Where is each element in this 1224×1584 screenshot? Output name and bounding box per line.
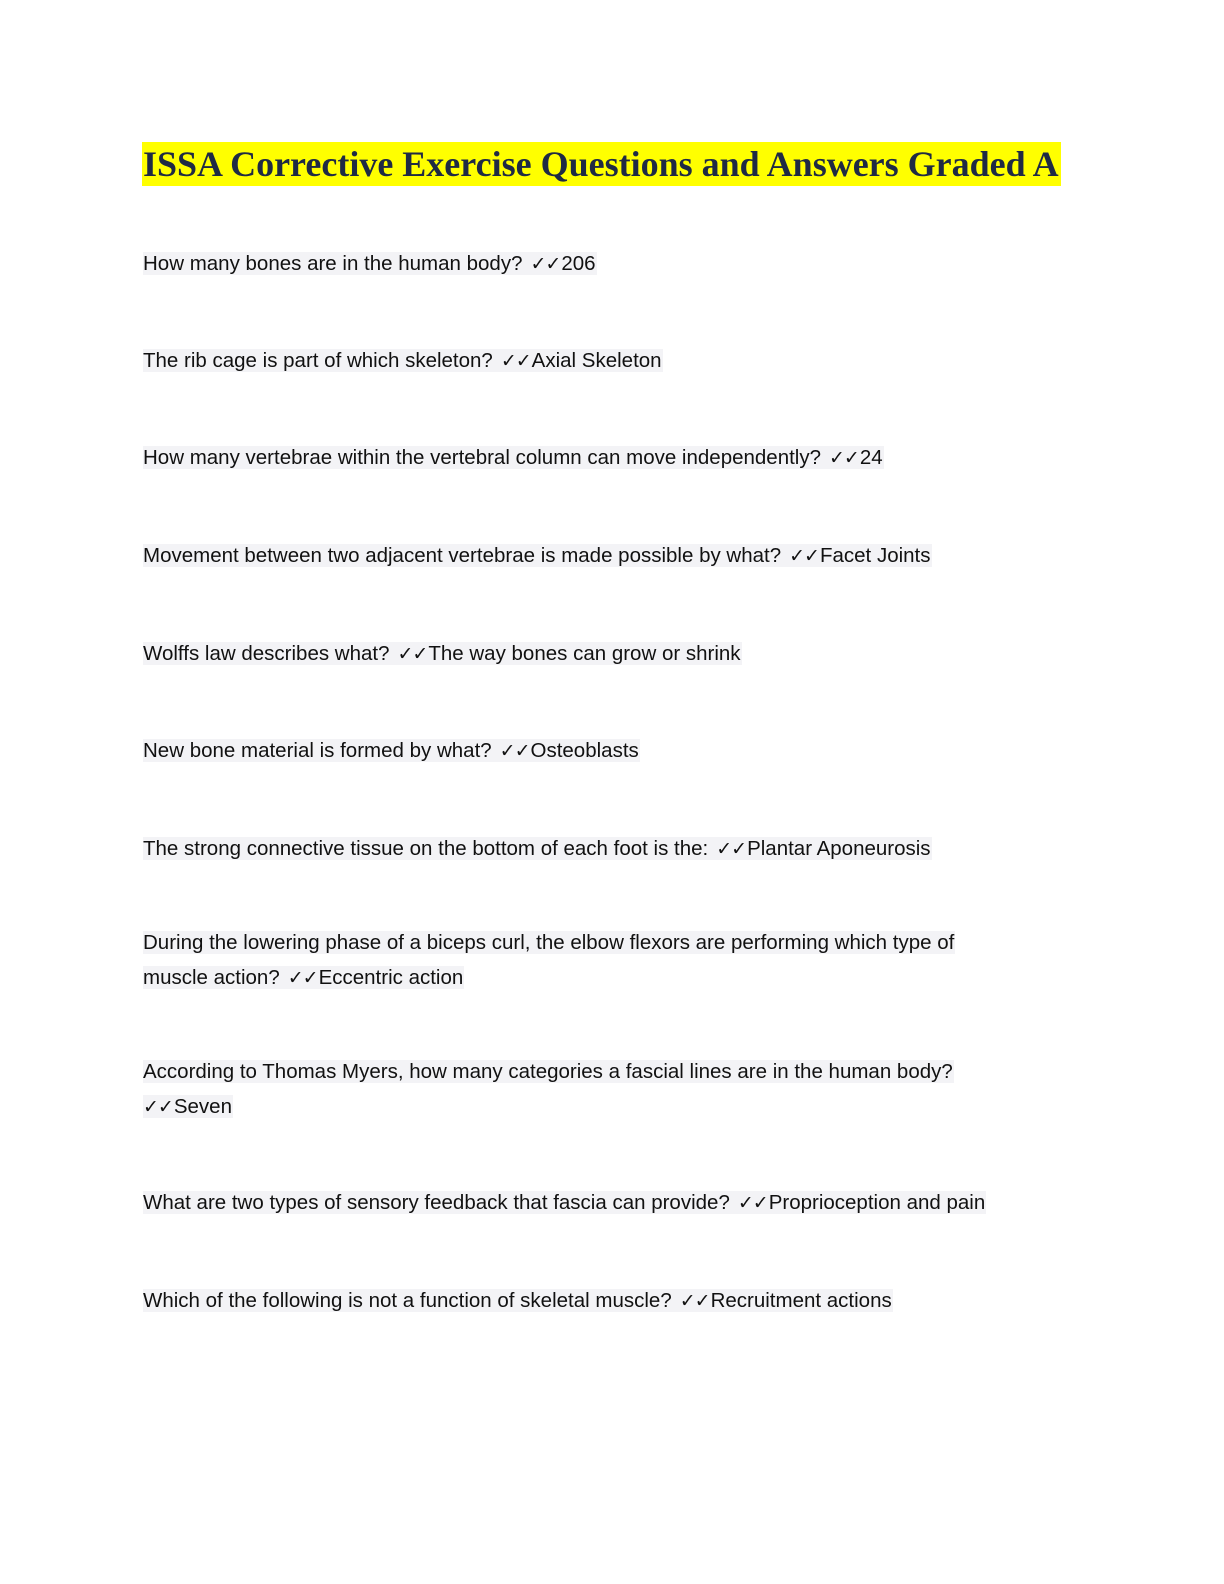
- answer-text: Recruitment actions: [710, 1289, 892, 1312]
- answer-text: Osteoblasts: [530, 739, 639, 762]
- double-check-icon: ✓✓: [499, 740, 530, 762]
- question-text: Which of the following is not a function of skeletal muscle?: [143, 1289, 672, 1312]
- qa-item-9: [143, 1055, 1023, 1124]
- answer-text: Seven: [173, 1094, 232, 1118]
- double-check-icon: ✓✓: [143, 1095, 173, 1118]
- qa-item-4: [143, 539, 932, 574]
- question-text: Movement between two adjacent vertebrae is made possible by what?: [143, 544, 782, 567]
- question-text: How many bones are in the human body?: [143, 252, 523, 275]
- question-text: Wolffs law describes what?: [143, 642, 390, 665]
- qa-item-10: [143, 1186, 986, 1221]
- qa-item-3: [143, 441, 884, 476]
- qa-item-11: [143, 1284, 893, 1319]
- document-title: ISSA Corrective Exercise Questions and Answers Graded A: [143, 144, 1059, 184]
- qa-item-1: [143, 247, 597, 282]
- answer-text: 206: [561, 252, 596, 275]
- qa-item-6: [143, 734, 640, 769]
- question-text: According to Thomas Myers, how many categories a fascial lines are in the human body?: [143, 1060, 953, 1083]
- double-check-icon: ✓✓: [530, 253, 561, 275]
- question-text: The rib cage is part of which skeleton?: [143, 349, 493, 372]
- question-text: The strong connective tissue on the bottom of each foot is the:: [143, 837, 709, 860]
- answer-text: Eccentric action: [318, 965, 464, 989]
- double-check-icon: ✓✓: [500, 350, 531, 372]
- answer-text: Proprioception and pain: [768, 1191, 986, 1214]
- double-check-icon: ✓✓: [737, 1192, 768, 1214]
- question-text: New bone material is formed by what?: [143, 739, 492, 762]
- answer-text: Plantar Aponeurosis: [747, 837, 931, 860]
- question-text: What are two types of sensory feedback that fascia can provide?: [143, 1191, 730, 1214]
- answer-text: Axial Skeleton: [531, 349, 662, 372]
- double-check-icon: ✓✓: [829, 447, 859, 469]
- double-check-icon: ✓✓: [789, 545, 819, 567]
- answer-text: The way bones can grow or shrink: [428, 642, 741, 665]
- qa-item-8: [143, 926, 1023, 995]
- answer-text: Facet Joints: [819, 544, 931, 567]
- double-check-icon: ✓✓: [287, 966, 318, 989]
- qa-item-7: [143, 832, 932, 867]
- qa-item-2: [143, 344, 663, 379]
- answer-text: 24: [859, 446, 883, 469]
- double-check-icon: ✓✓: [679, 1290, 710, 1312]
- question-text: During the lowering phase of a biceps curl, the elbow flexors are performing which type of muscle action?: [143, 931, 955, 989]
- double-check-icon: ✓✓: [397, 643, 428, 665]
- question-text: How many vertebrae within the vertebral column can move independently?: [143, 446, 822, 469]
- double-check-icon: ✓✓: [716, 838, 747, 860]
- qa-item-5: [143, 637, 742, 672]
